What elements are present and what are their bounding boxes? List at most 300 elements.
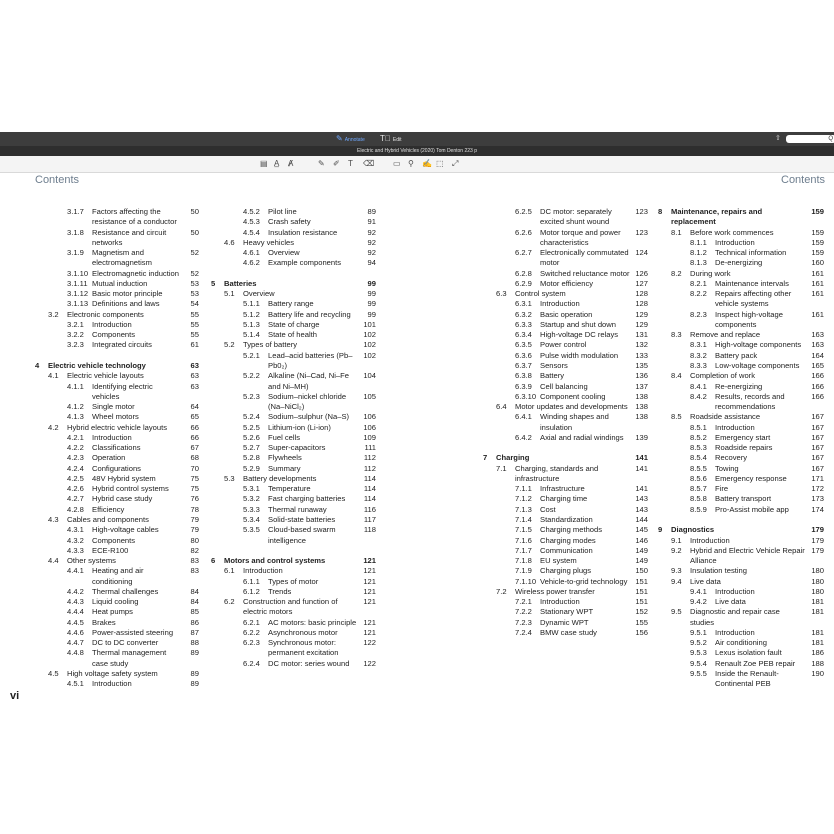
toc-entry[interactable]: [35, 320, 199, 330]
toc-entry[interactable]: [211, 464, 376, 474]
toc-section-number: 5.2.5: [243, 422, 260, 432]
toc-page-number: 167: [811, 422, 824, 432]
toc-entry[interactable]: [211, 433, 376, 443]
toc-entry[interactable]: [483, 566, 648, 576]
toc-section-title: Other systems: [67, 556, 116, 566]
toc-entry[interactable]: [211, 289, 376, 299]
toc-section-title: Component cooling: [540, 391, 606, 401]
toc-entry[interactable]: [483, 402, 648, 412]
toc-entry[interactable]: [483, 433, 648, 443]
toc-section-title: Thermal runaway: [268, 504, 327, 514]
toc-entry[interactable]: [658, 310, 824, 331]
toc-section-number: 4.3.2: [67, 535, 84, 545]
toc-entry[interactable]: [483, 299, 648, 309]
toc-entry[interactable]: [658, 536, 824, 546]
toc-entry[interactable]: [35, 628, 199, 638]
toc-entry[interactable]: [658, 340, 824, 350]
toc-section-number: 6.3.7: [515, 360, 532, 370]
toc-entry[interactable]: [35, 474, 199, 484]
toc-entry[interactable]: [211, 597, 376, 618]
toc-section-number: 6.3.2: [515, 309, 532, 319]
toc-page-number: 68: [190, 453, 199, 463]
toc-section-title: DC motor: series wound: [268, 658, 350, 668]
toc-entry[interactable]: [35, 587, 199, 597]
toc-entry[interactable]: [483, 484, 648, 494]
toc-entry[interactable]: [658, 474, 824, 484]
toc-entry[interactable]: [483, 618, 648, 628]
toc-page-number: 141: [635, 463, 648, 473]
toc-entry[interactable]: [211, 638, 376, 659]
toc-section-number: 8.4: [671, 371, 682, 381]
toc-page-number: 145: [635, 525, 648, 535]
toc-entry[interactable]: [658, 412, 824, 422]
toc-entry[interactable]: [658, 371, 824, 381]
toc-entry[interactable]: [658, 228, 824, 238]
toc-chapter-entry[interactable]: [35, 361, 199, 371]
toc-section-number: 9.1: [671, 535, 682, 545]
toc-section-number: 6.3: [496, 289, 507, 299]
toc-entry[interactable]: [658, 587, 824, 597]
toc-entry[interactable]: [483, 279, 648, 289]
toc-page-number: 163: [811, 340, 824, 350]
toc-section-title: Introduction: [92, 319, 132, 329]
toc-section-number: 4.4.7: [67, 638, 84, 648]
toc-entry[interactable]: [658, 258, 824, 268]
toc-section-title: Heating and air conditioning: [92, 566, 144, 586]
toc-entry[interactable]: [35, 433, 199, 443]
toc-entry[interactable]: [483, 577, 648, 587]
toc-section-title: Efficiency: [92, 504, 125, 514]
toc-entry[interactable]: [658, 330, 824, 340]
toc-section-title: Electric vehicle technology: [48, 360, 146, 370]
toc-entry[interactable]: [35, 566, 199, 587]
toc-page-number: 106: [363, 422, 376, 432]
toc-entry[interactable]: [483, 382, 648, 392]
toc-entry[interactable]: [211, 351, 376, 372]
toc-entry[interactable]: [658, 443, 824, 453]
toc-section-title: Basic motor principle: [92, 289, 163, 299]
toc-entry[interactable]: [658, 269, 824, 279]
toc-entry[interactable]: [658, 659, 824, 669]
toc-entry[interactable]: [211, 228, 376, 238]
toc-section-title: Charging, standards and infrastructure: [515, 463, 599, 483]
toc-section-title: Asynchronous motor: [268, 627, 338, 637]
toc-entry[interactable]: [35, 299, 199, 309]
toc-section-title: Brakes: [92, 617, 116, 627]
toc-section-title: Thermal management case study: [92, 648, 167, 668]
toc-section-title: Electronically commutated motor: [540, 248, 629, 268]
toc-entry[interactable]: [211, 525, 376, 546]
toc-entry[interactable]: [35, 494, 199, 504]
toc-entry[interactable]: [483, 505, 648, 515]
toc-entry[interactable]: [35, 443, 199, 453]
toc-section-title: Fast charging batteries: [268, 494, 346, 504]
toc-section-title: Thermal challenges: [92, 586, 159, 596]
toc-entry[interactable]: [483, 494, 648, 504]
toc-entry[interactable]: [211, 238, 376, 248]
toc-entry[interactable]: [658, 577, 824, 587]
toc-section-title: Pro-Assist mobile app: [715, 504, 789, 514]
toc-section-title: Wireless power transfer: [515, 586, 595, 596]
toc-entry[interactable]: [658, 546, 824, 567]
toc-section-title: Mutual induction: [92, 278, 148, 288]
toc-entry[interactable]: [483, 207, 648, 228]
toc-section-number: 3.1.13: [67, 299, 89, 309]
toc-entry[interactable]: [483, 289, 648, 299]
toc-page-number: 123: [635, 207, 648, 216]
toc-section-title: Hybrid control systems: [92, 484, 169, 494]
toc-section-title: Types of motor: [268, 576, 319, 586]
toc-section-title: Introduction: [715, 586, 755, 596]
toc-entry[interactable]: [658, 484, 824, 494]
toc-page-number: 54: [190, 299, 199, 309]
toc-entry[interactable]: [658, 648, 824, 658]
toc-entry[interactable]: [211, 618, 376, 628]
toc-section-title: BMW case study: [540, 627, 597, 637]
toc-section-title: Components: [92, 330, 136, 340]
toc-page-number: 161: [811, 268, 824, 278]
toc-entry[interactable]: [35, 248, 199, 269]
toc-chapter-entry[interactable]: [658, 525, 824, 535]
toc-entry[interactable]: [211, 484, 376, 494]
toc-section-number: 8.4.1: [690, 381, 707, 391]
toc-page-number: 171: [811, 473, 824, 483]
toc-chapter-entry[interactable]: [211, 556, 376, 566]
toc-entry[interactable]: [483, 340, 648, 350]
toc-entry[interactable]: [483, 628, 648, 638]
toc-section-number: 7.2.4: [515, 627, 532, 637]
toc-page-number: 52: [190, 248, 199, 258]
toc-section-number: 4.2.4: [67, 463, 84, 473]
toc-section-number: 4.3.1: [67, 525, 84, 535]
toc-page-number: 92: [367, 248, 376, 258]
toc-entry[interactable]: [35, 618, 199, 628]
marker-icon[interactable]: ✐: [333, 159, 340, 168]
toc-section-title: High-voltage components: [715, 340, 802, 350]
toc-section-title: Batteries: [224, 278, 257, 288]
toc-entry[interactable]: [35, 423, 199, 433]
toc-entry[interactable]: [35, 515, 199, 525]
toc-entry[interactable]: [658, 669, 824, 690]
toc-entry[interactable]: [658, 453, 824, 463]
toc-entry[interactable]: [658, 423, 824, 433]
toc-section-number: 8.5.5: [690, 463, 707, 473]
toc-entry[interactable]: [483, 546, 648, 556]
toc-entry[interactable]: [483, 587, 648, 597]
toc-entry[interactable]: [483, 525, 648, 535]
toc-entry[interactable]: [658, 607, 824, 628]
toc-page-number: 89: [190, 668, 199, 678]
toc-entry[interactable]: [658, 361, 824, 371]
toc-entry[interactable]: [658, 279, 824, 289]
toc-entry[interactable]: [35, 330, 199, 340]
toc-entry[interactable]: [483, 351, 648, 361]
toc-entry[interactable]: [483, 536, 648, 546]
toc-entry[interactable]: [483, 361, 648, 371]
toc-entry[interactable]: [211, 310, 376, 320]
toc-page-number: 63: [190, 371, 199, 381]
toc-entry[interactable]: [483, 330, 648, 340]
toc-entry[interactable]: [35, 412, 199, 422]
toc-section-title: Inspect high-voltage components: [715, 309, 783, 329]
toc-entry[interactable]: [658, 238, 824, 248]
toc-entry[interactable]: [35, 546, 199, 556]
toc-entry[interactable]: [35, 382, 199, 403]
toc-entry[interactable]: [483, 248, 648, 269]
toc-entry[interactable]: [211, 340, 376, 350]
toc-section-number: 7.1.1: [515, 484, 532, 494]
toc-page-number: 149: [635, 545, 648, 555]
toc-entry[interactable]: [211, 505, 376, 515]
toc-section-title: Recovery: [715, 453, 748, 463]
toc-entry[interactable]: [658, 628, 824, 638]
toc-entry[interactable]: [483, 310, 648, 320]
edit-mode-button[interactable]: T⃒ Edit: [380, 134, 402, 143]
toc-section-number: 7.2.2: [515, 607, 532, 617]
toc-entry[interactable]: [211, 392, 376, 413]
toc-entry[interactable]: [35, 269, 199, 279]
toc-entry[interactable]: [35, 607, 199, 617]
toc-section-number: 5.1.2: [243, 309, 260, 319]
toc-section-number: 6.2.8: [515, 268, 532, 278]
toc-page-number: 52: [190, 268, 199, 278]
toc-entry[interactable]: [483, 371, 648, 381]
toc-page-number: 114: [363, 484, 376, 494]
toc-entry[interactable]: [35, 310, 199, 320]
toc-section-title: Emergency start: [715, 432, 771, 442]
toc-section-title: Motor torque and power characteristics: [540, 227, 621, 247]
signature-icon[interactable]: ✍: [422, 159, 432, 168]
toc-entry[interactable]: [211, 217, 376, 227]
toc-page-number: 116: [363, 504, 376, 514]
toc-page-number: 92: [367, 227, 376, 237]
toc-page-number: 86: [190, 617, 199, 627]
toc-section-title: Temperature: [268, 484, 311, 494]
toc-page-number: 161: [811, 309, 824, 319]
toc-entry[interactable]: [211, 412, 376, 422]
fullscreen-icon[interactable]: ⤢: [452, 159, 459, 168]
toc-section-title: Types of battery: [243, 340, 298, 350]
toc-entry[interactable]: [35, 228, 199, 249]
toc-entry[interactable]: [658, 382, 824, 392]
toc-spacer: [211, 269, 376, 279]
toc-page-number: 65: [190, 412, 199, 422]
toc-page-number: 50: [190, 227, 199, 237]
comment-icon[interactable]: ▭: [393, 159, 401, 168]
toc-section-number: 8: [658, 207, 663, 216]
toc-page-number: 55: [190, 319, 199, 329]
toc-section-title: Battery transport: [715, 494, 772, 504]
toc-section-title: Integrated circuits: [92, 340, 152, 350]
toc-entry[interactable]: [35, 484, 199, 494]
toc-page-number: 75: [190, 473, 199, 483]
toc-section-title: Construction and function of electric motors: [243, 597, 338, 617]
toc-section-title: Heat pumps: [92, 607, 133, 617]
eraser-icon[interactable]: ⌫: [363, 159, 375, 168]
toc-entry[interactable]: [483, 228, 648, 249]
toc-entry[interactable]: [35, 279, 199, 289]
toc-page-number: 123: [635, 227, 648, 237]
toc-section-number: 7.1: [496, 463, 507, 473]
toc-entry[interactable]: [35, 207, 199, 228]
toc-section-title: Operation: [92, 453, 126, 463]
toc-entry[interactable]: [211, 258, 376, 268]
toc-entry[interactable]: [211, 443, 376, 453]
toc-entry[interactable]: [658, 433, 824, 443]
text-box-icon[interactable]: ▤: [260, 159, 268, 168]
toc-chapter-entry[interactable]: [658, 207, 824, 228]
toc-page-number: 99: [367, 299, 376, 309]
toc-section-title: ECE-R100: [92, 545, 129, 555]
toc-entry[interactable]: [35, 597, 199, 607]
toc-page-number: 146: [635, 535, 648, 545]
toc-entry[interactable]: [211, 330, 376, 340]
toc-entry[interactable]: [211, 248, 376, 258]
toc-entry[interactable]: [211, 474, 376, 484]
toc-entry[interactable]: [35, 536, 199, 546]
toc-page-number: 126: [635, 268, 648, 278]
toc-section-number: 5.2.9: [243, 463, 260, 473]
toc-page-number: 136: [635, 371, 648, 381]
toc-entry[interactable]: [211, 566, 376, 576]
toc-section-title: Vehicle-to-grid technology: [540, 576, 628, 586]
toc-section-number: 3.1.12: [67, 289, 89, 299]
toc-entry[interactable]: [658, 638, 824, 648]
toc-entry[interactable]: [211, 577, 376, 587]
toc-page-number: 180: [811, 576, 824, 586]
toc-entry[interactable]: [483, 269, 648, 279]
toc-entry[interactable]: [35, 556, 199, 566]
toc-entry[interactable]: [35, 453, 199, 463]
toc-entry[interactable]: [211, 320, 376, 330]
toc-entry[interactable]: [658, 494, 824, 504]
toc-entry[interactable]: [35, 371, 199, 381]
toc-section-title: Super-capacitors: [268, 443, 326, 453]
toc-entry[interactable]: [658, 464, 824, 474]
toc-section-number: 5.2.6: [243, 432, 260, 442]
toc-entry[interactable]: [35, 679, 199, 689]
toc-entry[interactable]: [658, 248, 824, 258]
search-input[interactable]: [786, 135, 834, 143]
document-title-bar: [0, 146, 834, 156]
toc-entry[interactable]: [658, 392, 824, 413]
toc-entry[interactable]: [211, 628, 376, 638]
share-icon[interactable]: ⇧: [775, 135, 781, 142]
toc-entry[interactable]: [35, 505, 199, 515]
toc-section-title: High-voltage DC relays: [540, 330, 619, 340]
toc-section-number: 4.3.3: [67, 545, 84, 555]
toc-section-title: Maintenance, repairs and replacement: [671, 207, 763, 227]
toc-entry[interactable]: [211, 299, 376, 309]
stamp-icon[interactable]: ⚲: [408, 159, 414, 168]
toc-section-title: Overview: [268, 248, 300, 258]
toc-page-number: 117: [363, 514, 376, 524]
toc-entry[interactable]: [35, 402, 199, 412]
toc-section-title: Battery pack: [715, 350, 758, 360]
toc-page-number: 165: [811, 360, 824, 370]
toc-section-title: Repairs affecting other vehicle systems: [715, 289, 792, 309]
toc-section-number: 6: [211, 556, 216, 566]
toc-entry[interactable]: [483, 556, 648, 566]
toc-section-title: Before work commences: [690, 227, 774, 237]
toc-section-title: Definitions and laws: [92, 299, 160, 309]
toc-section-number: 7.1.3: [515, 504, 532, 514]
toc-entry[interactable]: [211, 515, 376, 525]
toc-section-title: High voltage safety system: [67, 668, 158, 678]
toc-entry[interactable]: [35, 464, 199, 474]
toc-entry[interactable]: [35, 638, 199, 648]
toc-page-number: 181: [811, 627, 824, 637]
toc-entry[interactable]: [211, 207, 376, 217]
toc-entry[interactable]: [658, 597, 824, 607]
toc-section-title: Maintenance intervals: [715, 278, 789, 288]
toc-section-number: 9.5.1: [690, 627, 707, 637]
toc-page-number: 143: [635, 504, 648, 514]
annotate-mode-button[interactable]: ✎ Annotate: [336, 134, 365, 143]
toc-page-number: 137: [635, 381, 648, 391]
toc-entry[interactable]: [483, 515, 648, 525]
toc-page-number: 159: [811, 237, 824, 247]
toc-entry[interactable]: [211, 659, 376, 669]
toc-entry[interactable]: [658, 566, 824, 576]
toc-section-title: Wheel motors: [92, 412, 139, 422]
toc-entry[interactable]: [211, 453, 376, 463]
toc-page-number: 128: [635, 289, 648, 299]
pencil-icon[interactable]: ✎: [318, 159, 325, 168]
toc-entry[interactable]: [35, 669, 199, 679]
toc-entry[interactable]: [483, 392, 648, 402]
toc-entry[interactable]: [35, 525, 199, 535]
toc-chapter-entry[interactable]: [483, 453, 648, 463]
toc-entry[interactable]: [483, 320, 648, 330]
toc-section-number: 4.5.3: [243, 217, 260, 227]
toc-section-number: 9: [658, 525, 663, 535]
toc-entry[interactable]: [211, 587, 376, 597]
highlight-icon[interactable]: A̲: [274, 159, 280, 168]
strikethrough-icon[interactable]: Ⱥ: [288, 159, 294, 168]
toc-entry[interactable]: [483, 412, 648, 433]
toc-section-number: 3.2.1: [67, 319, 84, 329]
toc-entry[interactable]: [483, 464, 648, 485]
toc-section-number: 4.2.8: [67, 504, 84, 514]
toc-entry[interactable]: [658, 351, 824, 361]
toc-entry[interactable]: [35, 648, 199, 669]
toc-chapter-entry[interactable]: [211, 279, 376, 289]
shapes-icon[interactable]: ⬚: [436, 159, 444, 168]
toc-page-number: 106: [363, 412, 376, 422]
toc-page-number: 55: [190, 309, 199, 319]
toc-page-number: 63: [190, 360, 199, 370]
toc-entry[interactable]: [35, 340, 199, 350]
toc-entry[interactable]: [483, 607, 648, 617]
toc-page-number: 101: [363, 319, 376, 329]
toc-entry[interactable]: [658, 289, 824, 310]
toc-entry[interactable]: [211, 371, 376, 392]
app-mode-bar: [0, 132, 834, 146]
toc-entry[interactable]: [211, 494, 376, 504]
toc-page-number: 161: [811, 278, 824, 288]
toc-section-number: 4.6: [224, 237, 235, 247]
toc-entry[interactable]: [483, 597, 648, 607]
toc-entry[interactable]: [211, 423, 376, 433]
toc-spacer: [35, 351, 199, 361]
toc-page-number: 80: [190, 535, 199, 545]
toc-section-number: 9.5.5: [690, 668, 707, 678]
text-icon[interactable]: T: [348, 159, 353, 168]
toc-section-number: 8.3.2: [690, 350, 707, 360]
toc-entry[interactable]: [658, 505, 824, 515]
toc-entry[interactable]: [35, 289, 199, 299]
